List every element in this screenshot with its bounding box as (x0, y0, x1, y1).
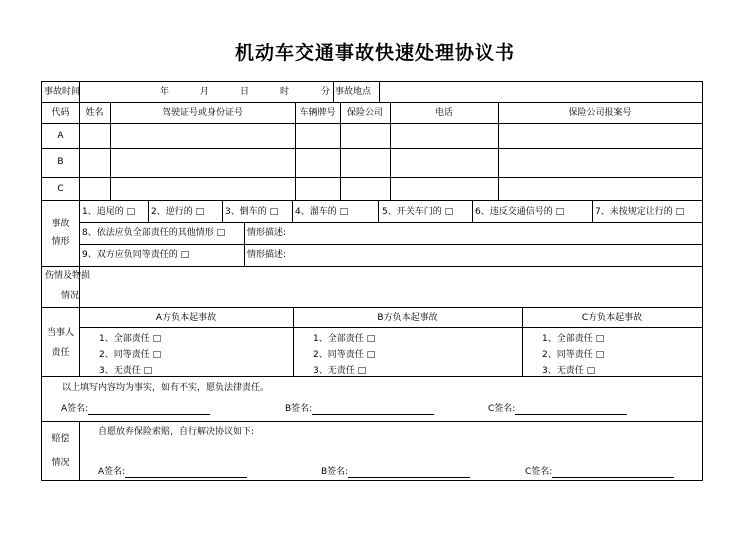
accident-place-label: 事故地点 (335, 87, 372, 97)
signature-b-line[interactable] (312, 404, 434, 415)
situation-item-6[interactable]: 6、违反交通信号的 □ (475, 207, 565, 217)
situation-item-5[interactable]: 5、开关车门的 □ (382, 207, 454, 217)
minute-label: 分 (321, 87, 331, 97)
situation-item-1[interactable]: 1、追尾的 □ (82, 207, 136, 217)
document-title: 机动车交通事故快速处理协议书 (234, 42, 515, 64)
col-report-no: 保险公司报案号 (568, 108, 632, 118)
col-phone: 电话 (434, 108, 453, 118)
situation-item-8[interactable]: 8、依法应负全部责任的其他情形 □ (82, 228, 226, 238)
situation-label-2: 情形 (51, 237, 70, 247)
compensation-label-1: 赔偿 (51, 434, 70, 444)
compensation-signature-b-label: B签名: (321, 467, 349, 477)
damage-label-2: 情况 (61, 291, 80, 301)
accident-form (41, 81, 703, 481)
col-name: 姓名 (85, 108, 104, 118)
liability-col-a: A方负本起事故 (155, 313, 217, 323)
party-b-code: B (57, 157, 64, 167)
liability-b-none[interactable]: 3、无责任 □ (313, 366, 367, 376)
situation-item-9[interactable]: 9、双方应负同等责任的 □ (82, 250, 190, 260)
signature-c-line[interactable] (515, 404, 627, 415)
liability-label-2: 责任 (51, 348, 70, 358)
compensation-signature-a-line[interactable] (125, 467, 247, 478)
hour-label: 时 (280, 87, 290, 97)
compensation-signature-a-label: A签名: (98, 467, 126, 477)
col-license: 驾驶证号或身份证号 (161, 108, 243, 118)
liability-label-1: 当事人 (46, 328, 74, 338)
compensation-signature-b (321, 466, 470, 478)
liability-col-c: C方负本起事故 (581, 313, 643, 323)
col-plate: 车辆牌号 (299, 108, 336, 118)
damage-label-1: 伤情及物损 (45, 271, 91, 281)
year-label: 年 (160, 87, 170, 97)
situation-item-2[interactable]: 2、逆行的 □ (151, 207, 205, 217)
liability-a-none[interactable]: 3、无责任 □ (99, 366, 153, 376)
signature-b (285, 403, 434, 415)
liability-c-full[interactable]: 1、全部责任 □ (542, 334, 605, 344)
liability-a-equal[interactable]: 2、同等责任 □ (99, 350, 162, 360)
liability-c-equal[interactable]: 2、同等责任 □ (542, 350, 605, 360)
compensation-signature-c-line[interactable] (552, 467, 674, 478)
compensation-signature-c-label: C签名: (525, 467, 553, 477)
situation-desc-label-8: 情形描述: (247, 228, 287, 238)
situation-label-1: 事故 (51, 219, 70, 229)
situation-item-4[interactable]: 4、溜车的 □ (295, 207, 349, 217)
signature-a-line[interactable] (88, 404, 210, 415)
compensation-text: 自愿放弃保险索赔，自行解决协议如下: (98, 427, 255, 437)
col-code: 代码 (51, 108, 70, 118)
day-label: 日 (240, 87, 250, 97)
signature-c-label: C签名: (488, 404, 516, 414)
compensation-signature-a (98, 466, 247, 478)
liability-col-b: B方负本起事故 (377, 313, 438, 323)
party-a-code: A (57, 131, 64, 141)
situation-item-3[interactable]: 3、倒车的 □ (225, 207, 279, 217)
party-c-code: C (57, 184, 64, 194)
accident-time-label: 事故时间 (44, 87, 81, 97)
liability-b-full[interactable]: 1、全部责任 □ (313, 334, 376, 344)
signature-c (488, 403, 627, 415)
liability-b-equal[interactable]: 2、同等责任 □ (313, 350, 376, 360)
signature-b-label: B签名: (285, 404, 313, 414)
compensation-signature-b-line[interactable] (348, 467, 470, 478)
month-label: 月 (200, 87, 210, 97)
compensation-signature-c (525, 466, 674, 478)
liability-c-none[interactable]: 3、无责任 □ (542, 366, 596, 376)
compensation-label-2: 情况 (51, 458, 70, 468)
liability-a-full[interactable]: 1、全部责任 □ (99, 334, 162, 344)
col-insurer: 保险公司 (346, 108, 383, 118)
signature-a-label: A签名: (61, 404, 89, 414)
situation-item-7[interactable]: 7、未按规定让行的 □ (595, 207, 685, 217)
situation-desc-label-9: 情形描述: (247, 250, 287, 260)
signature-a (61, 403, 210, 415)
statement-text: 以上填写内容均为事实，如有不实，愿负法律责任。 (62, 383, 270, 393)
